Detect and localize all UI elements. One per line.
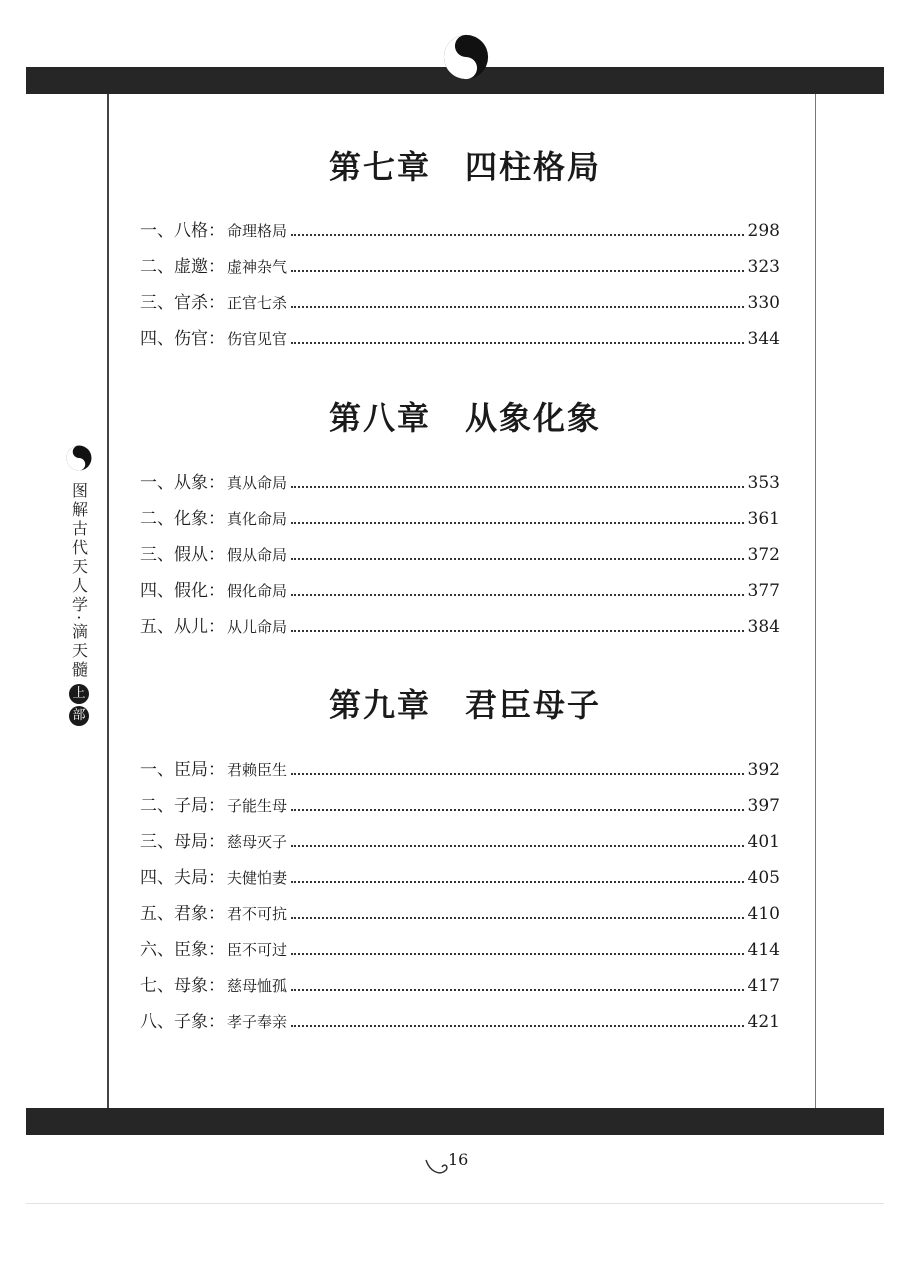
entry-page: 330 — [747, 293, 780, 313]
toc-entry[interactable] — [140, 539, 780, 565]
dot-leader — [291, 917, 744, 919]
entry-number: 五、 — [140, 904, 174, 924]
entry-page: 377 — [747, 581, 780, 601]
entry-subtitle: 慈母恤孤 — [227, 977, 288, 995]
entry-page: 384 — [747, 617, 780, 637]
entry-number: 四、 — [140, 581, 174, 601]
entry-subtitle: 从儿命局 — [227, 618, 288, 636]
entry-section: 虚邀： — [174, 257, 225, 277]
entry-subtitle: 虚神杂气 — [227, 258, 288, 276]
entry-section: 八格： — [174, 221, 225, 241]
entry-number: 四、 — [140, 868, 174, 888]
entry-number: 一、 — [140, 221, 174, 241]
entry-page: 353 — [747, 473, 780, 493]
entry-subtitle: 真从命局 — [227, 474, 288, 492]
chapter-title: 第八章 从象化象 — [328, 399, 601, 437]
side-title — [64, 444, 94, 728]
entry-number: 一、 — [140, 473, 174, 493]
entry-page: 361 — [747, 509, 780, 529]
dot-leader — [291, 270, 744, 272]
dot-leader — [291, 881, 744, 883]
entry-page: 392 — [747, 760, 780, 780]
toc-entry[interactable] — [140, 754, 780, 780]
entry-section: 化象： — [174, 509, 225, 529]
entry-number: 一、 — [140, 760, 174, 780]
entry-page: 372 — [747, 545, 780, 565]
entry-section: 假化： — [174, 581, 225, 601]
entry-section: 子局： — [174, 796, 225, 816]
dot-leader — [291, 1025, 744, 1027]
toc-entry[interactable] — [140, 215, 780, 241]
yin-yang-icon — [443, 34, 489, 80]
entry-section: 母象： — [174, 976, 225, 996]
dot-leader — [291, 809, 744, 811]
entry-subtitle: 孝子奉亲 — [227, 1013, 288, 1031]
dot-leader — [291, 953, 744, 955]
entry-section: 子象： — [174, 1012, 225, 1032]
dot-leader — [291, 989, 744, 991]
dot-leader — [291, 342, 744, 344]
entry-subtitle: 假从命局 — [227, 546, 288, 564]
entry-section: 从象： — [174, 473, 225, 493]
entry-section: 臣象： — [174, 940, 225, 960]
footer-band — [26, 1108, 884, 1135]
entry-number: 二、 — [140, 257, 174, 277]
toc-entry[interactable] — [140, 467, 780, 493]
entry-page: 421 — [747, 1012, 780, 1032]
right-margin-rule — [815, 94, 816, 1108]
entry-subtitle: 夫健怕妻 — [227, 869, 288, 887]
entry-subtitle: 子能生母 — [227, 797, 288, 815]
toc-entry[interactable] — [140, 1006, 780, 1032]
entry-subtitle: 君赖臣生 — [227, 761, 288, 779]
entry-page: 397 — [747, 796, 780, 816]
entry-number: 三、 — [140, 545, 174, 565]
toc-entry[interactable] — [140, 323, 780, 349]
entry-section: 夫局： — [174, 868, 225, 888]
dot-leader — [291, 486, 744, 488]
dot-leader — [291, 630, 744, 632]
entry-section: 臣局： — [174, 760, 225, 780]
entry-number: 二、 — [140, 796, 174, 816]
page-number: 16 — [448, 1150, 469, 1169]
entry-section: 君象： — [174, 904, 225, 924]
dot-leader — [291, 306, 744, 308]
chapter-title: 第七章 四柱格局 — [328, 148, 601, 186]
bottom-rule — [26, 1203, 884, 1204]
toc-entry[interactable] — [140, 970, 780, 996]
curl-ornament-icon — [424, 1154, 450, 1178]
volume-badge-char: 部 — [69, 706, 89, 726]
entry-number: 四、 — [140, 329, 174, 349]
entry-number: 二、 — [140, 509, 174, 529]
entry-subtitle: 伤官见官 — [227, 330, 288, 348]
toc-entry[interactable] — [140, 790, 780, 816]
entry-number: 三、 — [140, 832, 174, 852]
toc-entry[interactable] — [140, 934, 780, 960]
toc-entry[interactable] — [140, 287, 780, 313]
yin-yang-icon — [66, 444, 92, 472]
entry-page: 405 — [747, 868, 780, 888]
entry-subtitle: 臣不可过 — [227, 941, 288, 959]
left-margin-rule — [107, 94, 109, 1108]
entry-section: 母局： — [174, 832, 225, 852]
toc-entry[interactable] — [140, 503, 780, 529]
entry-number: 三、 — [140, 293, 174, 313]
entry-subtitle: 真化命局 — [227, 510, 288, 528]
entry-number: 七、 — [140, 976, 174, 996]
entry-section: 假从： — [174, 545, 225, 565]
dot-leader — [291, 845, 744, 847]
volume-badge-char: 上 — [69, 684, 89, 704]
dot-leader — [291, 234, 744, 236]
entry-page: 323 — [747, 257, 780, 277]
toc-entry[interactable] — [140, 898, 780, 924]
entry-subtitle: 命理格局 — [227, 222, 288, 240]
toc-entry[interactable] — [140, 862, 780, 888]
entry-subtitle: 假化命局 — [227, 582, 288, 600]
entry-subtitle: 慈母灭子 — [227, 833, 288, 851]
entry-page: 298 — [747, 221, 780, 241]
entry-number: 六、 — [140, 940, 174, 960]
toc-entry[interactable] — [140, 826, 780, 852]
entry-page: 414 — [747, 940, 780, 960]
entry-subtitle: 君不可抗 — [227, 905, 288, 923]
dot-leader — [291, 594, 744, 596]
entry-page: 344 — [747, 329, 780, 349]
entry-section: 从儿： — [174, 617, 225, 637]
toc-entry[interactable] — [140, 251, 780, 277]
dot-leader — [291, 558, 744, 560]
book-title-vertical: 图解古代天人学·滴天髓 — [69, 482, 89, 681]
toc-entry[interactable] — [140, 611, 780, 637]
entry-section: 伤官： — [174, 329, 225, 349]
entry-subtitle: 正官七杀 — [227, 294, 288, 312]
entry-number: 八、 — [140, 1012, 174, 1032]
entry-page: 417 — [747, 976, 780, 996]
dot-leader — [291, 522, 744, 524]
entry-number: 五、 — [140, 617, 174, 637]
toc-entry[interactable] — [140, 575, 780, 601]
entry-page: 401 — [747, 832, 780, 852]
dot-leader — [291, 773, 744, 775]
entry-page: 410 — [747, 904, 780, 924]
entry-section: 官杀： — [174, 293, 225, 313]
chapter-title: 第九章 君臣母子 — [328, 686, 601, 724]
